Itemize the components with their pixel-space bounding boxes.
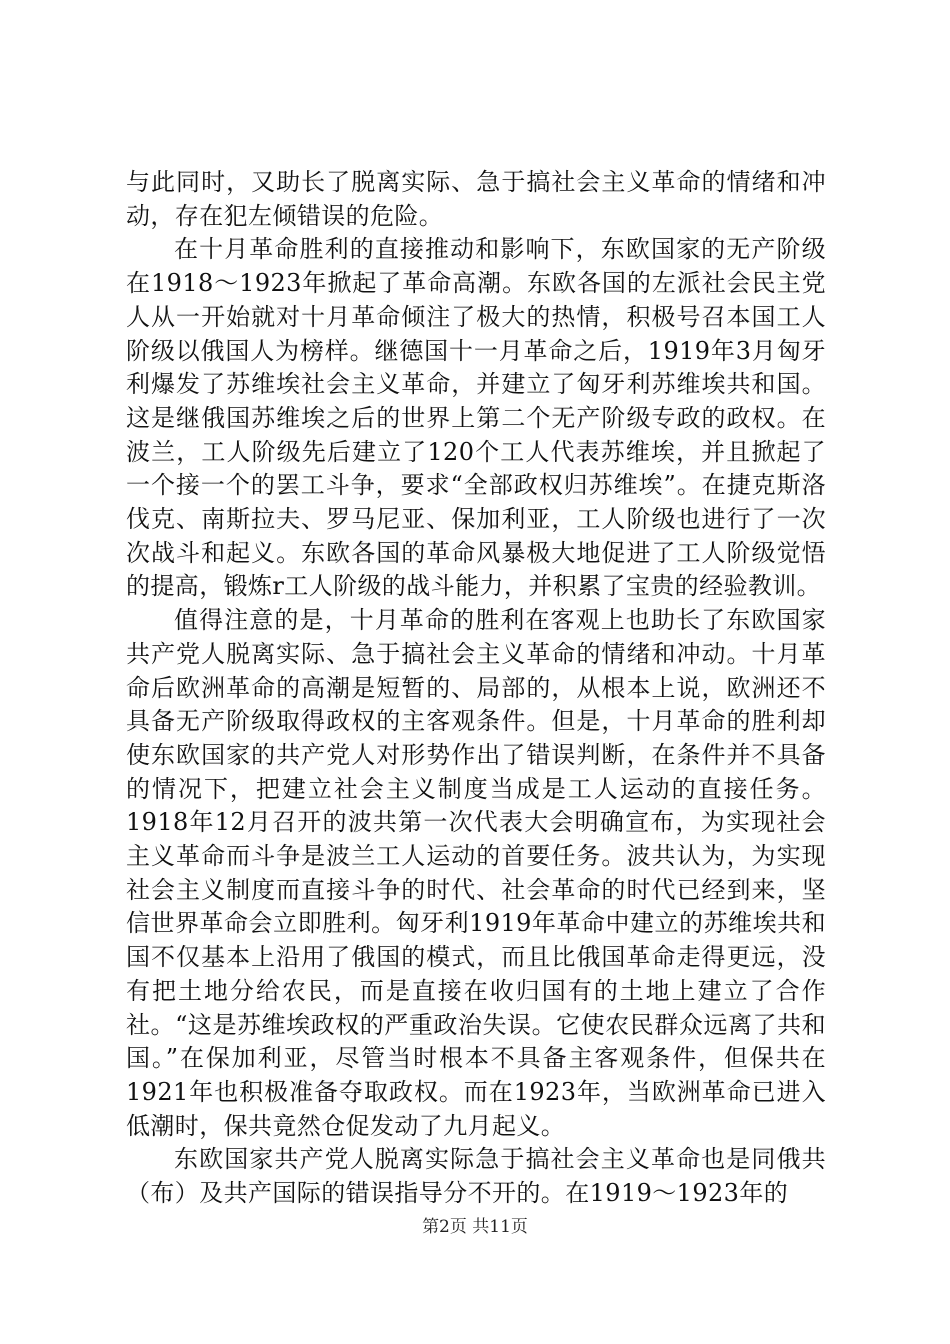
paragraph-noteworthy-errors: 值得注意的是，十月革命的胜利在客观上也助长了东欧国家共产党人脱离实际、急于搞社会主义革命的情绪和冲动。十月革命后欧洲革命的高潮是短暂的、局部的，从根本上说，欧洲还不具备无产阶级取得政权的主客观条件。但是，十月革命的胜利却使东欧国家的共产党人对形势作出了错误判断，在条件并不具备的情况下，把建立社会主义制度当成是工人运动的直接任务。1918年12月召开的波共第一次代表大会明确宣布，为实现社会主义革命而斗争是波兰工人运动的首要任务。波共认为，为实现社会主义制度而直接斗争的时代、社会革命的时代已经到来，坚信世界革命会立即胜利。匈牙利1919年革命中建立的苏维埃共和国不仅基本上沿用了俄国的模式，而且比俄国革命走得更远，没有把土地分给农民，而是直接在收归国有的土地上建立了合作社。“这是苏维埃政权的严重政治失误。它使农民群众远离了共和国。”在保加利亚，尽管当时根本不具备主客观条件，但保共在1921年也积极准备夺取政权。而在1923年，当欧洲革命已进入低潮时，保共竟然仓促发动了九月起义。: [126, 606, 826, 1140]
paragraph-comintern-guidance: 东欧国家共产党人脱离实际急于搞社会主义革命也是同俄共（布）及共产国际的错误指导分不开的。在1919～1923年的: [126, 1145, 826, 1208]
page-number: 第2页 共11页: [422, 1217, 528, 1237]
paragraph-october-revolution-impact: 在十月革命胜利的直接推动和影响下，东欧国家的无产阶级在1918～1923年掀起了革命高潮。东欧各国的左派社会民主党人从一开始就对十月革命倾注了极大的热情，积极号召本国工人阶级以俄国人为榜样。继德国十一月革命之后，1919年3月匈牙利爆发了苏维埃社会主义革命，并建立了匈牙利苏维埃共和国。这是继俄国苏维埃之后的世界上第二个无产阶级专政的政权。在波兰，工人阶级先后建立了120个工人代表苏维埃，并且掀起了一个接一个的罢工斗争，要求“全部政权归苏维埃”。在捷克斯洛伐克、南斯拉夫、罗马尼亚、保加利亚，工人阶级也进行了一次次战斗和起义。东欧各国的革命风暴极大地促进了工人阶级觉悟的提高，锻炼r工人阶级的战斗能力，并积累了宝贵的经验教训。: [126, 235, 826, 601]
paragraph-continuation: 与此同时，又助长了脱离实际、急于搞社会主义革命的情绪和冲动，存在犯左倾错误的危险。: [126, 168, 826, 230]
body-text: [126, 166, 826, 1211]
page-footer: [0, 1216, 950, 1238]
